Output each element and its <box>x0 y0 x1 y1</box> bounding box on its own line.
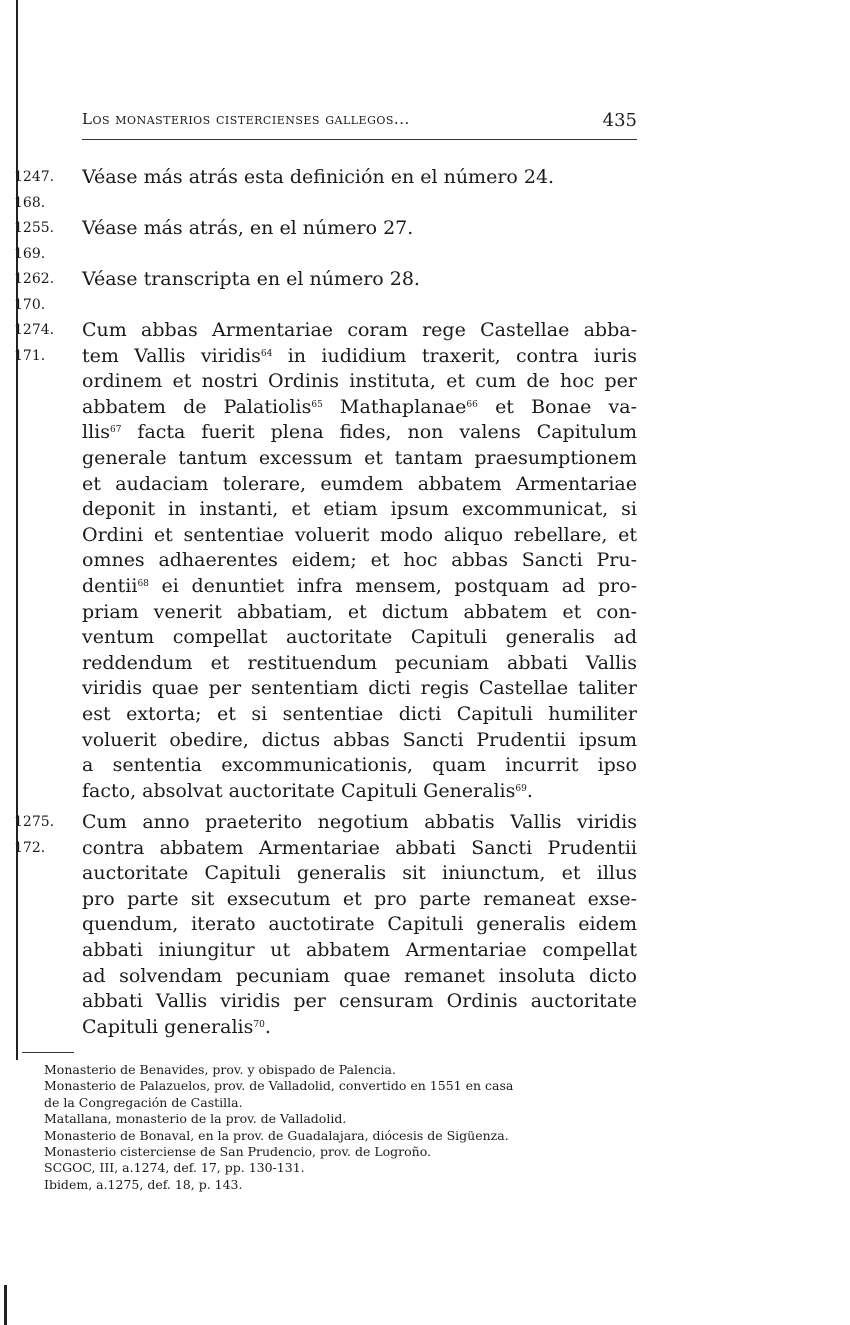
text-line: priam venerit abbatiam, et dictum abbatem et con- <box>82 600 637 623</box>
footnote-66: Matallana, monasterio de la prov. de Valladolid. <box>44 1111 347 1127</box>
text-fragment: in iudidium traxerit, contra iuris <box>287 344 637 367</box>
running-header <box>82 110 637 138</box>
entry-year: 1255. <box>14 220 55 236</box>
text-line: quendum, iterato auctotirate Capituli generalis eidem <box>82 913 637 936</box>
text-line <box>82 779 637 805</box>
text-line: abbati iniungitur ut abbatem Armentariae compellat <box>82 938 637 961</box>
text-line <box>82 420 637 446</box>
entry-text <box>82 165 637 191</box>
text-line: ad solvendam pecuniam quae remanet insoluta dicto <box>82 964 637 987</box>
page-edge-line <box>16 0 18 1060</box>
text-line: reddendum et restituendum pecuniam abbati Vallis <box>82 651 637 674</box>
text-line: Véase más atrás esta definición en el número 24. <box>82 166 555 188</box>
text-fragment: facto, absolvat auctoritate Capituli Generalis <box>82 779 516 802</box>
entry-number: 172. <box>14 839 46 856</box>
text-line <box>82 395 637 421</box>
text-line: contra abbatem Armentariae abbati Sancti Prudentii <box>82 836 637 859</box>
footnote-68: Monasterio cisterciense de San Prudencio, prov. de Logroño. <box>44 1144 432 1160</box>
footnote-ref: 68 <box>137 578 149 589</box>
text-fragment: . <box>264 1015 271 1038</box>
text-line: omnes adhaerentes eidem; et hoc abbas Sancti Pru- <box>82 549 637 572</box>
entry-margin <box>14 216 74 267</box>
entry-text <box>82 216 637 242</box>
entry-text <box>82 318 637 804</box>
text-fragment: Capituli generalis <box>82 1015 254 1038</box>
footnote-67: Monasterio de Bonaval, en la prov. de Guadalajara, diócesis de Sigüenza. <box>44 1127 509 1143</box>
text-line: voluerit obedire, dictus abbas Sancti Prudentii ipsum <box>82 728 637 751</box>
footnote-ref: 70 <box>253 1019 265 1030</box>
text-fragment: dentii <box>82 574 138 597</box>
entry-number: 169. <box>14 245 46 262</box>
entry-margin <box>14 267 74 318</box>
entry-year: 1274. <box>14 322 55 338</box>
text-line: ordinem et nostri Ordinis instituta, et cum de hoc per <box>82 370 637 393</box>
footnote-ref: 67 <box>109 425 122 436</box>
text-line: Cum anno praeterito negotium abbatis Vallis viridis <box>82 811 637 833</box>
text-line: est extorta; et si sententiae dicti Capituli humiliter <box>82 702 637 725</box>
text-fragment: . <box>526 779 533 802</box>
text-line: Véase transcripta en el número 28. <box>82 268 420 290</box>
entry-number: 171. <box>14 347 46 364</box>
running-title: Los monasterios cistercienses gallegos... <box>82 110 410 128</box>
entry-text <box>82 810 637 1040</box>
text-fragment: facta fuerit plena fides, non valens Capitulum <box>137 421 637 444</box>
footnote-65: Monasterio de Palazuelos, prov. de Valladolid, convertido en 1551 en casa <box>44 1078 514 1094</box>
text-line: Cum abbas Armentariae coram rege Castellae abba- <box>82 319 637 341</box>
text-fragment: llis <box>82 421 110 444</box>
text-fragment: et Bonae va- <box>495 395 638 418</box>
footnote-ref: 65 <box>311 399 323 410</box>
entry-margin <box>14 810 74 861</box>
text-line <box>82 574 637 600</box>
text-line: auctoritate Capituli generalis sit iniunctum, et illus <box>82 862 637 885</box>
text-line <box>82 344 637 370</box>
footnote-ref: 69 <box>515 783 527 794</box>
footnote-64: Monasterio de Benavides, prov. y obispado de Palencia. <box>44 1062 396 1077</box>
footnotes <box>44 1062 644 1193</box>
text-fragment: Mathaplanae <box>340 395 467 418</box>
page-number: 435 <box>602 110 637 131</box>
footnote-ref: 64 <box>260 348 273 359</box>
text-line <box>82 1015 637 1041</box>
text-line: ventum compellat auctoritate Capituli generalis ad <box>82 626 637 649</box>
entry-margin <box>14 165 74 216</box>
entry-number: 170. <box>14 296 46 313</box>
text-fragment: ei denuntiet infra mensem, postquam ad pro- <box>161 574 637 597</box>
text-line: generale tantum excessum et tantam praesumptionem <box>82 446 637 469</box>
text-line: abbati Vallis viridis per censuram Ordinis auctoritate <box>82 990 637 1013</box>
text-fragment: tem Vallis viridis <box>82 344 261 367</box>
header-rule <box>82 139 637 140</box>
entry-text <box>82 267 637 293</box>
footnote-70: Ibidem, a.1275, def. 18, p. 143. <box>44 1176 243 1192</box>
text-line: a sententia excommunicationis, quam incurrit ipso <box>82 754 637 777</box>
text-line: et audaciam tolerare, eumdem abbatem Armentariae <box>82 472 637 495</box>
text-line: viridis quae per sententiam dicti regis Castellae taliter <box>82 677 637 700</box>
entry-year: 1262. <box>14 271 55 287</box>
footnote-ref: 66 <box>466 399 478 410</box>
text-line: Ordini et sententiae voluerit modo aliquo rebellare, et <box>82 523 637 546</box>
text-line: pro parte sit exsecutum et pro parte remaneat exse- <box>82 887 637 910</box>
text-fragment: abbatem de Palatiolis <box>82 395 312 418</box>
entry-year: 1247. <box>14 169 55 185</box>
entry-number: 168. <box>14 194 46 211</box>
footnote-69: SCGOC, III, a.1274, def. 17, pp. 130-131. <box>44 1160 305 1176</box>
text-line: deponit in instanti, et etiam ipsum excommunicat, si <box>82 498 637 521</box>
page-edge-mark <box>4 1285 7 1325</box>
entry-year: 1275. <box>14 814 55 830</box>
footnote-rule <box>22 1052 74 1053</box>
footnote-65-cont: de la Congregación de Castilla. <box>44 1094 243 1110</box>
text-line: Véase más atrás, en el número 27. <box>82 217 414 239</box>
entry-margin <box>14 318 74 369</box>
